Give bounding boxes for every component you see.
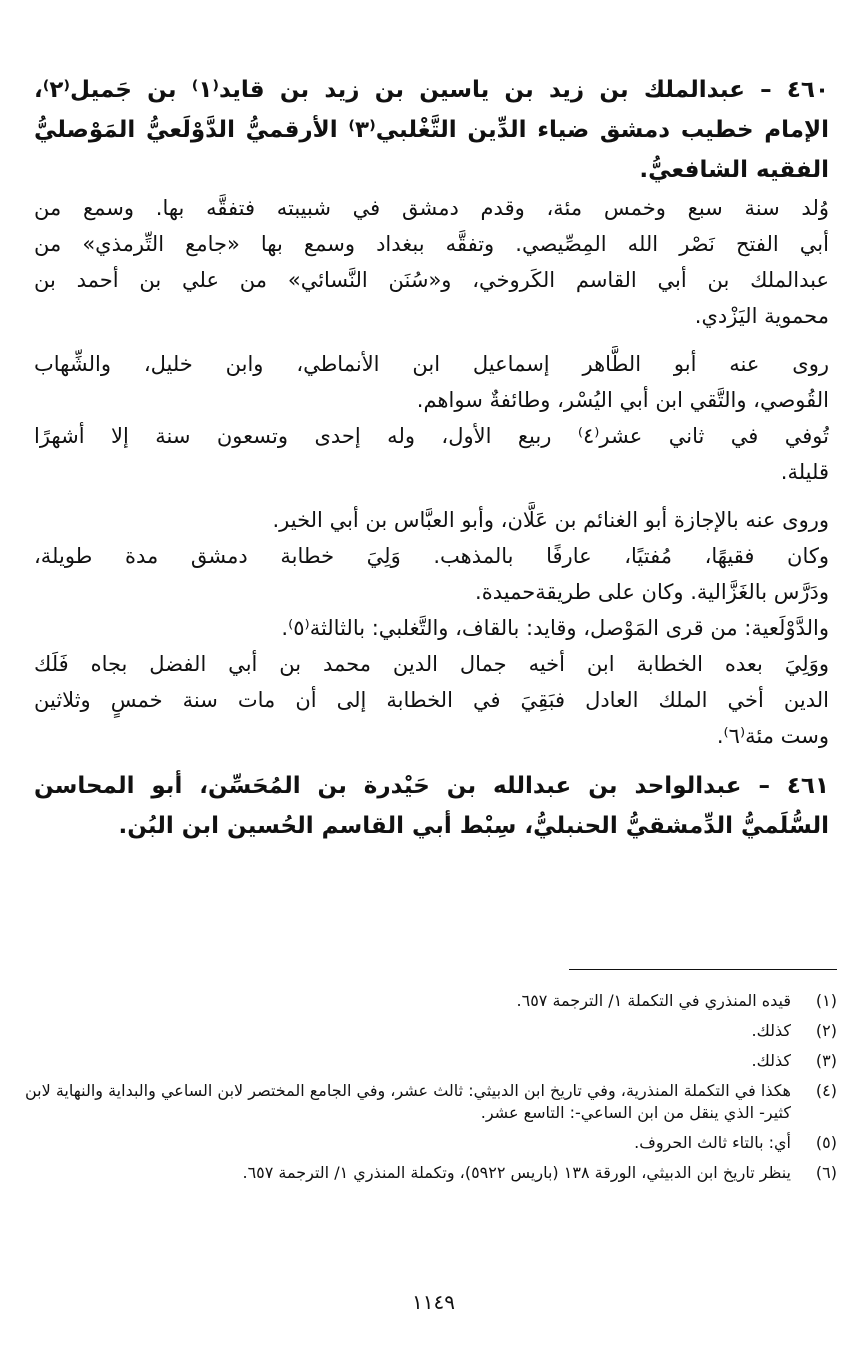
main-text: [34, 70, 829, 846]
paragraph-1-line-3: عبدالملك بن أبي القاسم الكَروخي، و«سُنَن النَّسائي» من علي بن أحمد بن: [34, 268, 829, 292]
footnotes: [25, 990, 837, 1192]
paragraph-7-line-2: الدين أخي الملك العادل فبَقِيَ في الخطابة إلى أن مات سنة خمسٍ وثلاثين: [34, 688, 829, 712]
entry-461: [34, 766, 829, 846]
entry-461-heading-line-2: السُّلَميُّ الدِّمشقيُّ الحنبليُّ، سِبْط أبي القاسم الحُسين ابن البُن.: [118, 813, 829, 839]
paragraph-7-line-1: ووَلِيَ بعده الخطابة ابن أخيه جمال الدين محمد بن أبي الفضل بجاه فَلَك: [34, 652, 829, 676]
footnote-number: (١): [815, 991, 837, 1010]
footnote-1: [25, 990, 837, 1012]
footnote-separator: [569, 969, 837, 970]
footnote-number: (٢): [815, 1021, 837, 1040]
footnote-text: ينظر تاريخ ابن الدبيثي، الورقة ١٣٨ (باريس ٥٩٢٢)، وتكملة المنذري ١/ الترجمة ٦٥٧.: [242, 1163, 791, 1182]
paragraph-1-line-4: محموية اليَزْدي.: [694, 304, 829, 328]
footnote-number: (٣): [815, 1051, 837, 1070]
entry-460: [34, 70, 829, 754]
footnote-text: قيده المنذري في التكملة ١/ الترجمة ٦٥٧.: [516, 991, 791, 1010]
footnote-6: [25, 1162, 837, 1184]
entry-461-heading-line-1: ٤٦١ – عبدالواحد بن عبدالله بن حَيْدرة بن المُحَسِّن، أبو المحاسن: [34, 773, 829, 799]
footnote-3: [25, 1050, 837, 1072]
paragraph-2-line-2: القُوصي، والتَّقي ابن أبي اليُسْر، وطائفةٌ سواهم.: [416, 388, 829, 412]
paragraph-5-line-1: وكان فقيهًا، مُفتيًا، عارفًا بالمذهب. وَلِيَ خطابة دمشق مدة طويلة،: [34, 544, 829, 568]
paragraph-6-line-1: والدَّوْلَعية: من قرى المَوْصل، وقايد: بالقاف، والتَّغلبي: بالثالثة⁽٥⁾.: [281, 616, 829, 640]
footnote-text: كذلك.: [751, 1051, 791, 1070]
entry-460-heading-line-3: الفقيه الشافعيُّ.: [639, 157, 829, 183]
paragraph-4-line-1: وروى عنه بالإجازة أبو الغنائم بن عَلَّان، وأبو العبَّاس بن أبي الخير.: [272, 508, 829, 532]
entry-460-heading-line-2: الإمام خطيب دمشق ضياء الدِّين التَّغْلبي⁽٣⁾ الأرقميُّ الدَّوْلَعيُّ المَوْصليُّ: [34, 117, 829, 143]
footnote-5: [25, 1132, 837, 1154]
footnote-number: (٤): [815, 1081, 837, 1100]
paragraph-5-line-2: ودَرَّس بالغَزَّالية. وكان على طريقةحميدة.: [475, 580, 829, 604]
paragraph-1-line-2: أبي الفتح نَصْر الله المِصِّيصي. وتفقَّه ببغداد وسمع بها «جامع التِّرمذي» من: [34, 232, 829, 256]
footnote-4: [25, 1080, 837, 1124]
page-number: ١١٤٩: [412, 1290, 455, 1314]
paragraph-7-line-3: وست مئة⁽٦⁾.: [716, 724, 829, 748]
entry-460-heading-line-1: ٤٦٠ – عبدالملك بن زيد بن ياسين بن زيد بن قايد⁽١⁾ بن جَميل⁽٢⁾،: [34, 77, 829, 103]
footnote-text: أي: بالتاء ثالث الحروف.: [634, 1133, 791, 1152]
footnote-text: هكذا في التكملة المنذرية، وفي تاريخ ابن الدبيثي: ثالث عشر، وفي الجامع المختصر لابن الساعي والبداية والنهاية لابن كثير- الذي ينقل من ابن الساعي-: التاسع عشر.: [25, 1081, 791, 1122]
footnote-2: [25, 1020, 837, 1042]
paragraph-1-line-1: وُلد سنة سبع وخمس مئة، وقدم دمشق في شبيبته فتفقَّه بها. وسمع من: [34, 196, 829, 220]
paragraph-2-line-1: روى عنه أبو الطَّاهر إسماعيل ابن الأنماطي، وابن خليل، والشِّهاب: [34, 352, 829, 376]
footnote-text: كذلك.: [751, 1021, 791, 1040]
footnote-number: (٥): [815, 1133, 837, 1152]
footnote-number: (٦): [815, 1163, 837, 1182]
paragraph-3-line-2: قليلة.: [780, 460, 829, 484]
paragraph-3-line-1: تُوفي في ثاني عشر⁽٤⁾ ربيع الأول، وله إحدى وتسعون سنة إلا أشهرًا: [34, 424, 829, 448]
